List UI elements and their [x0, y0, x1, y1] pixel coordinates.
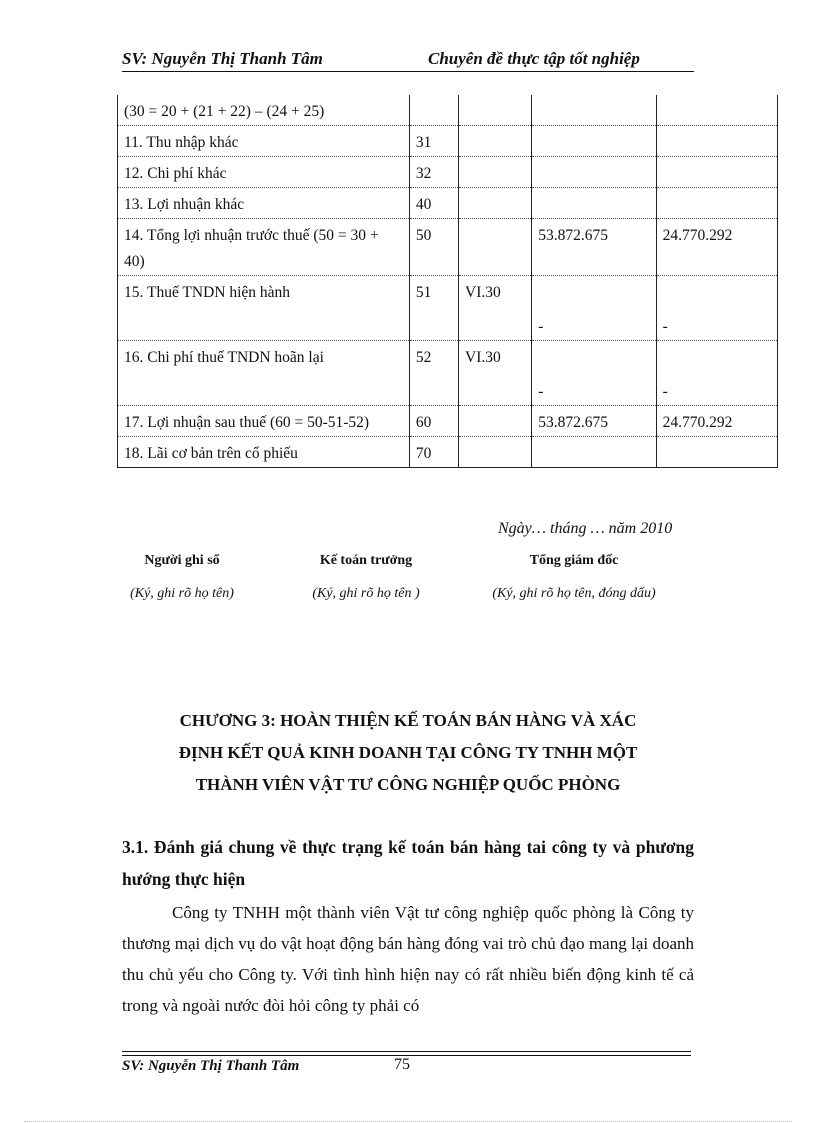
row-previous-year	[656, 219, 777, 276]
chapter-title-line: CHƯƠNG 3: HOÀN THIỆN KẾ TOÁN BÁN HÀNG VÀ XÁC	[179, 711, 637, 730]
row-code-text: 52	[415, 349, 432, 366]
signature-recorder-title: Người ghi sổ	[144, 553, 220, 568]
income-statement-table	[117, 95, 778, 468]
signature-date: Ngày… tháng … năm 2010	[498, 520, 673, 537]
row-note-text: VI.30	[465, 284, 501, 301]
table-row	[118, 276, 778, 341]
table-row	[118, 126, 778, 157]
row-note	[459, 341, 532, 406]
row-note	[459, 126, 532, 157]
row-item-text: 12. Chi phí khác	[124, 165, 227, 182]
table-row	[118, 341, 778, 406]
row-code	[409, 276, 458, 341]
row-previous-year	[656, 341, 777, 406]
signature-director	[482, 553, 666, 602]
row-previous-year-text: -	[662, 318, 668, 335]
row-previous-year	[656, 157, 777, 188]
row-item	[118, 341, 410, 406]
row-item-text: (30 = 20 + (21 + 22) – (24 + 25)	[124, 103, 325, 120]
row-code	[409, 219, 458, 276]
signature-recorder	[120, 553, 244, 602]
signature-recorder-note: (Ký, ghi rõ họ tên)	[130, 586, 234, 601]
row-previous-year	[656, 126, 777, 157]
row-code	[409, 437, 458, 468]
footer-student-name: SV: Nguyễn Thị Thanh Tâm	[122, 1058, 300, 1074]
row-item	[118, 188, 410, 219]
chapter-title-line: ĐỊNH KẾT QUẢ KINH DOANH TẠI CÔNG TY TNHH MỘT	[178, 743, 638, 762]
row-code-text: 40	[415, 196, 432, 213]
row-item-text: 18. Lãi cơ bản trên cổ phiếu	[124, 445, 298, 462]
row-item	[118, 406, 410, 437]
table-row	[118, 219, 778, 276]
row-code-text: 60	[415, 414, 432, 431]
row-item-text: 17. Lợi nhuận sau thuế (60 = 50-51-52)	[124, 414, 370, 431]
chapter-title-line: THÀNH VIÊN VẬT TƯ CÔNG NGHIỆP QUỐC PHÒNG	[195, 775, 621, 794]
row-current-year-text: -	[538, 318, 544, 335]
row-previous-year-text: 24.770.292	[662, 227, 733, 244]
signature-chief-accountant-title: Kế toán trưởng	[319, 553, 413, 568]
row-item-text: 13. Lợi nhuận khác	[124, 196, 245, 213]
row-item	[118, 219, 410, 276]
row-item	[118, 437, 410, 468]
row-current-year	[532, 219, 656, 276]
row-code	[409, 341, 458, 406]
footer-rule	[122, 1051, 691, 1052]
row-current-year-text: 53.872.675	[538, 414, 608, 431]
row-previous-year-text: -	[662, 383, 668, 400]
row-current-year	[532, 341, 656, 406]
row-current-year-text: -	[538, 383, 544, 400]
signature-director-note: (Ký, ghi rõ họ tên, đóng dấu)	[492, 586, 656, 601]
row-note	[459, 95, 532, 126]
row-previous-year-text: 24.770.292	[662, 414, 733, 431]
row-code-text: 32	[415, 165, 432, 182]
row-note	[459, 406, 532, 437]
table-row	[118, 437, 778, 468]
page-header	[122, 47, 692, 73]
row-item-text: 15. Thuế TNDN hiện hành	[124, 284, 291, 301]
row-item-text: 11. Thu nhập khác	[124, 134, 239, 151]
row-code	[409, 406, 458, 437]
row-note	[459, 276, 532, 341]
table-row	[118, 95, 778, 126]
row-note	[459, 188, 532, 219]
row-code-text: 51	[415, 284, 432, 301]
header-student-name: SV: Nguyễn Thị Thanh Tâm	[122, 49, 323, 68]
row-current-year	[532, 188, 656, 219]
header-document-title: Chuyên đề thực tập tốt nghiệp	[428, 49, 640, 68]
row-item	[118, 95, 410, 126]
row-current-year	[532, 157, 656, 188]
signature-chief-accountant-note: (Ký, ghi rõ họ tên )	[312, 586, 420, 601]
row-code	[409, 157, 458, 188]
row-current-year	[532, 437, 656, 468]
table-row	[118, 157, 778, 188]
row-previous-year	[656, 437, 777, 468]
body-paragraph: Công ty TNHH một thành viên Vật tư công nghiệp quốc phòng là Công ty thương mại dịch vụ do vật hoạt động bán hàng đóng vai trò chủ đạo mang lại doanh thu chủ yếu cho Công ty. Với tình hình hiện nay có rất nhiều biến động kinh tế cả trong và ngoài nước đòi hỏi công ty phải có	[122, 903, 694, 1015]
row-code-text: 70	[415, 445, 432, 462]
table-row	[118, 188, 778, 219]
row-note-text: VI.30	[465, 349, 501, 366]
row-note	[459, 437, 532, 468]
chapter-title	[120, 705, 696, 801]
row-code-text: 50	[415, 227, 432, 244]
row-item-text: 14. Tổng lợi nhuận trước thuế (50 = 30 + 40)	[124, 227, 379, 270]
row-current-year	[532, 406, 656, 437]
row-previous-year	[656, 406, 777, 437]
row-item	[118, 157, 410, 188]
row-item	[118, 126, 410, 157]
row-note	[459, 219, 532, 276]
row-item-text: 16. Chi phí thuế TNDN hoãn lại	[124, 349, 324, 366]
header-rule	[122, 71, 694, 72]
section-heading: 3.1. Đánh giá chung về thực trạng kế toán bán hàng tai công ty và phương hướng thực hiện	[122, 837, 694, 889]
signature-director-title: Tổng giám đốc	[529, 553, 619, 568]
row-note	[459, 157, 532, 188]
signature-chief-accountant	[296, 553, 436, 602]
row-previous-year	[656, 188, 777, 219]
row-current-year	[532, 276, 656, 341]
row-code	[409, 95, 458, 126]
row-previous-year	[656, 276, 777, 341]
row-current-year-text: 53.872.675	[538, 227, 608, 244]
row-item	[118, 276, 410, 341]
row-code-text: 31	[415, 134, 432, 151]
row-code	[409, 126, 458, 157]
row-code	[409, 188, 458, 219]
row-current-year	[532, 126, 656, 157]
page-number: 75	[394, 1056, 410, 1073]
table-row	[118, 406, 778, 437]
row-current-year	[532, 95, 656, 126]
row-previous-year	[656, 95, 777, 126]
page-bottom-border	[24, 1121, 792, 1122]
